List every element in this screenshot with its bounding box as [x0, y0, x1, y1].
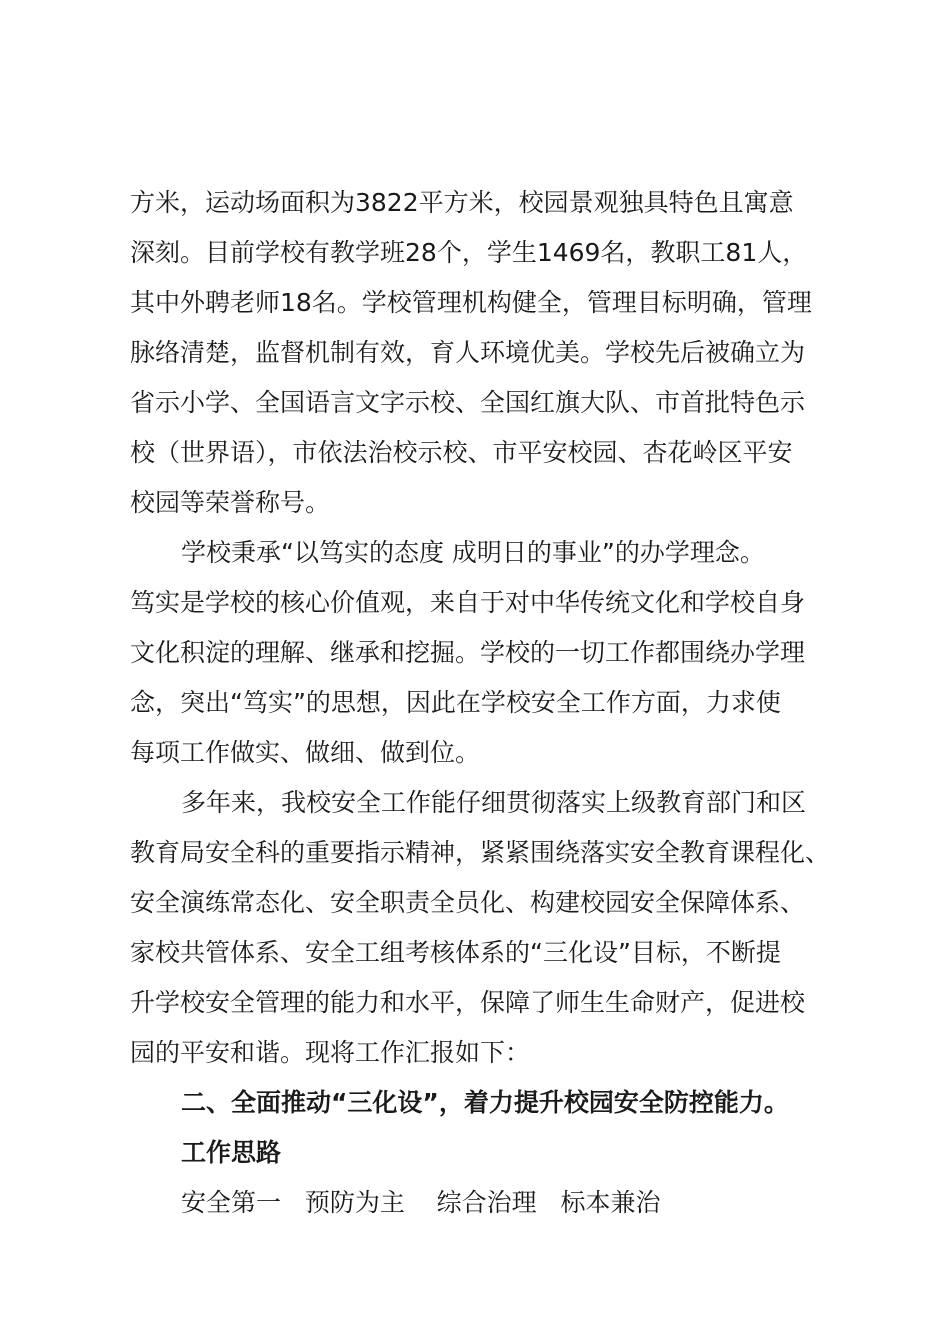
text-line: 园的平安和谐。现将工作汇报如下：: [130, 1038, 531, 1067]
section-heading: 二、全面推动“三化设”，着力提升校园安全防控能力。: [181, 1088, 789, 1117]
text-line: 省示小学、全国语言文字示校、全国红旗大队、市首批特色示: [130, 388, 806, 417]
text-line: 笃实是学校的核心价值观，来自于对中华传统文化和学校自身: [130, 588, 806, 617]
text-line: 文化积淀的理解、继承和挖掘。学校的一切工作都围绕办学理: [130, 638, 806, 667]
paragraph-start-line: 多年来，我校安全工作能仔细贯彻落实上级教育部门和区: [181, 788, 807, 817]
text-line: 校园等荣誉称号。: [130, 488, 331, 517]
guideline-line: 安全第一 预防为主 综合治理 标本兼治: [181, 1188, 661, 1217]
text-line: 方米，运动场面积为3822平方米，校园景观独具特色且寓意: [130, 188, 794, 217]
text-line: 升学校安全管理的能力和水平，保障了师生生命财产，促进校: [130, 988, 806, 1017]
paragraph-start-line: 学校秉承“以笃实的态度 成明日的事业”的办学理念。: [181, 538, 765, 567]
text-line: 每项工作做实、做细、做到位。: [130, 738, 481, 767]
text-line: 家校共管体系、安全工组考核体系的“三化设”目标，不断提: [130, 938, 781, 967]
text-line: 脉络清楚，监督机制有效，育人环境优美。学校先后被确立为: [130, 338, 806, 367]
subsection-heading: 工作思路: [181, 1138, 282, 1167]
text-line: 教育局安全科的重要指示精神，紧紧围绕落实安全教育课程化、: [130, 838, 831, 867]
body-text: [130, 178, 830, 1228]
text-line: 深刻。目前学校有教学班28个，学生1469名，教职工81人，: [130, 238, 808, 267]
text-line: 其中外聘老师18名。学校管理机构健全，管理目标明确，管理: [130, 288, 812, 317]
text-line: 校（世界语），市依法治校示校、市平安校园、杏花岭区平安: [130, 438, 793, 467]
text-line: 安全演练常态化、安全职责全员化、构建校园安全保障体系、: [130, 888, 806, 917]
text-line: 念，突出“笃实”的思想，因此在学校安全工作方面，力求使: [130, 688, 781, 717]
